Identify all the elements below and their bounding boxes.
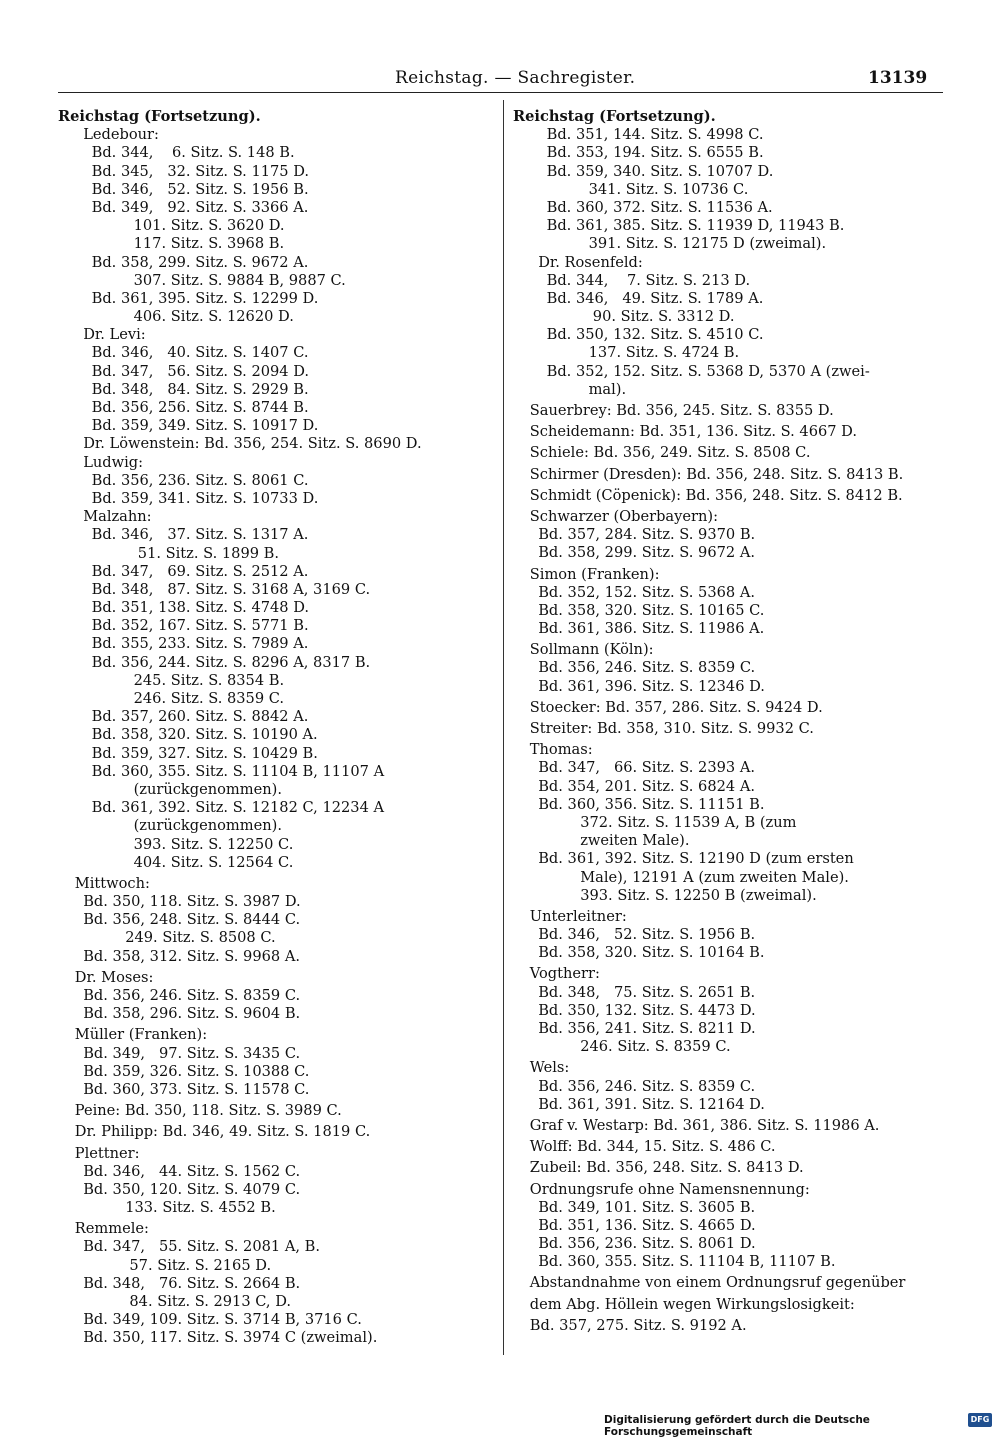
footer	[0, 1411, 1000, 1438]
index-line: Simon (Franken):	[529, 565, 660, 583]
index-line: Bd. 348, 76. Sitz. S. 2664 B.	[83, 1274, 301, 1292]
index-line: Bd. 356, 241. Sitz. S. 8211 D.	[538, 1020, 756, 1037]
index-line: Bd. 351, 144. Sitz. S. 4998 C.	[546, 126, 764, 144]
index-line: Bd. 351, 138. Sitz. S. 4748 D.	[91, 599, 310, 617]
index-line: Bd. 349, 97. Sitz. S. 3435 C.	[83, 1044, 301, 1062]
index-line: 307. Sitz. S. 9884 B, 9887 C.	[133, 271, 346, 289]
index-line: Vogtherr:	[529, 965, 600, 983]
index-line: 137. Sitz. S. 4724 B.	[588, 344, 740, 362]
index-line: 57. Sitz. S. 2165 D.	[129, 1256, 272, 1274]
index-line: (zurückgenommen).	[133, 817, 282, 835]
index-line: Bd. 356, 236. Sitz. S. 8061 D.	[538, 1235, 756, 1253]
index-line: Bd. 361, 385. Sitz. S. 11939 D, 11943 B.	[546, 217, 845, 235]
index-line: Schmidt (Cöpenick): Bd. 356, 248. Sitz. S. 8412 B.	[529, 486, 903, 504]
index-line: dem Abg. Höllein wegen Wirkungslosigkeit:	[529, 1295, 855, 1313]
index-line: Remmele:	[74, 1220, 149, 1238]
page-number: 13139	[868, 68, 928, 88]
index-line: Zubeil: Bd. 356, 248. Sitz. S. 8413 D.	[529, 1159, 804, 1177]
index-line: Bd. 358, 320. Sitz. S. 10164 B.	[538, 944, 765, 962]
index-line: 101. Sitz. S. 3620 D.	[133, 217, 285, 235]
index-line: 406. Sitz. S. 12620 D.	[133, 308, 294, 326]
index-line: Bd. 344, 6. Sitz. S. 148 B.	[91, 144, 295, 162]
index-line: Bd. 346, 44. Sitz. S. 1562 C.	[83, 1162, 301, 1180]
index-line: Bd. 356, 246. Sitz. S. 8359 C.	[538, 1077, 756, 1095]
index-line: Bd. 356, 246. Sitz. S. 8359 C.	[83, 987, 301, 1004]
index-line: Bd. 350, 120. Sitz. S. 4079 C.	[83, 1180, 301, 1198]
index-line: Schirmer (Dresden): Bd. 356, 248. Sitz. S. 8413 B.	[529, 465, 904, 483]
index-line: 90. Sitz. S. 3312 D.	[592, 308, 735, 326]
column-divider	[503, 100, 504, 1355]
index-line: Bd. 344, 7. Sitz. S. 213 D.	[546, 271, 751, 289]
index-line: 51. Sitz. S. 1899 B.	[137, 544, 280, 562]
index-line: mal).	[588, 380, 627, 398]
header-rule	[58, 92, 943, 93]
index-line: Bd. 346, 52. Sitz. S. 1956 B.	[91, 180, 309, 198]
index-line: Bd. 357, 260. Sitz. S. 8842 A.	[91, 708, 309, 726]
index-line: Bd. 357, 275. Sitz. S. 9192 A.	[529, 1316, 747, 1334]
index-line: Bd. 348, 87. Sitz. S. 3168 A, 3169 C.	[91, 580, 371, 598]
index-line: Bd. 361, 395. Sitz. S. 12299 D.	[91, 289, 319, 307]
index-line: Bd. 347, 56. Sitz. S. 2094 D.	[91, 362, 310, 380]
index-line: Dr. Moses:	[74, 968, 154, 986]
index-line: Bd. 354, 201. Sitz. S. 6824 A.	[538, 777, 756, 795]
index-line: Bd. 349, 109. Sitz. S. 3714 B, 3716 C.	[83, 1311, 362, 1329]
index-line: Malzahn:	[83, 508, 152, 526]
index-line: Bd. 359, 341. Sitz. S. 10733 D.	[91, 489, 319, 507]
index-line: Bd. 361, 386. Sitz. S. 11986 A.	[538, 620, 765, 638]
section-heading: Reichstag (Fortsetzung).	[58, 108, 261, 125]
index-line: Bd. 346, 40. Sitz. S. 1407 C.	[91, 344, 309, 362]
index-line: 341. Sitz. S. 10736 C.	[588, 180, 749, 198]
index-line: Bd. 348, 84. Sitz. S. 2929 B.	[91, 380, 309, 398]
index-line: 133. Sitz. S. 4552 B.	[125, 1199, 276, 1217]
index-line: Bd. 358, 312. Sitz. S. 9968 A.	[83, 947, 301, 965]
index-line: Dr. Rosenfeld:	[538, 253, 643, 271]
index-line: Bd. 359, 326. Sitz. S. 10388 C.	[83, 1062, 310, 1080]
dfg-logo: DFG	[968, 1413, 992, 1427]
index-line: Bd. 359, 340. Sitz. S. 10707 D.	[546, 162, 774, 180]
index-line: Peine: Bd. 350, 118. Sitz. S. 3989 C.	[74, 1102, 342, 1120]
index-line: Dr. Löwenstein: Bd. 356, 254. Sitz. S. 8690 D.	[83, 435, 422, 453]
right-column	[513, 108, 943, 1335]
index-line: 393. Sitz. S. 12250 B (zweimal).	[580, 886, 817, 904]
index-line: 404. Sitz. S. 12564 C.	[133, 853, 294, 871]
index-line: Müller (Franken):	[74, 1026, 208, 1044]
index-line: Bd. 352, 167. Sitz. S. 5771 B.	[91, 617, 309, 635]
index-line: Bd. 352, 152. Sitz. S. 5368 D, 5370 A (zwei-	[546, 362, 870, 380]
index-line: Streiter: Bd. 358, 310. Sitz. S. 9932 C.	[529, 720, 814, 737]
index-line: Schiele: Bd. 356, 249. Sitz. S. 8508 C.	[529, 444, 811, 462]
index-line: Bd. 360, 372. Sitz. S. 11536 A.	[546, 198, 773, 216]
index-line: Sollmann (Köln):	[529, 641, 654, 659]
index-line: Bd. 361, 396. Sitz. S. 12346 D.	[538, 677, 765, 695]
index-line: Bd. 356, 246. Sitz. S. 8359 C.	[538, 659, 756, 677]
index-line: Bd. 358, 320. Sitz. S. 10165 C.	[538, 601, 765, 619]
index-line: Unterleitner:	[529, 907, 627, 925]
index-line: Bd. 347, 55. Sitz. S. 2081 A, B.	[83, 1238, 321, 1256]
index-line: Mittwoch:	[74, 874, 150, 892]
index-line: Bd. 355, 233. Sitz. S. 7989 A.	[91, 635, 309, 653]
index-line: 117. Sitz. S. 3968 B.	[133, 235, 285, 253]
index-line: Bd. 349, 101. Sitz. S. 3605 B.	[538, 1198, 756, 1216]
index-line: Graf v. Westarp: Bd. 361, 386. Sitz. S. 11986 A.	[529, 1116, 880, 1134]
index-line: Bd. 345, 32. Sitz. S. 1175 D.	[91, 162, 310, 180]
index-line: Bd. 360, 355. Sitz. S. 11104 B, 11107 B.	[538, 1253, 836, 1271]
index-line: Sauerbrey: Bd. 356, 245. Sitz. S. 8355 D.	[529, 402, 834, 419]
footer-credit: Digitalisierung gefördert durch die Deutsche Forschungsgemeinschaft	[604, 1414, 870, 1438]
index-line: Bd. 347, 69. Sitz. S. 2512 A.	[91, 562, 309, 580]
index-line: Bd. 350, 132. Sitz. S. 4473 D.	[538, 1001, 756, 1019]
index-line: 246. Sitz. S. 8359 C.	[133, 690, 285, 707]
section-heading: Reichstag (Fortsetzung).	[513, 108, 716, 125]
index-line: Bd. 352, 152. Sitz. S. 5368 A.	[538, 583, 756, 601]
index-line: Bd. 360, 355. Sitz. S. 11104 B, 11107 A	[91, 762, 385, 780]
index-line: Scheidemann: Bd. 351, 136. Sitz. S. 4667 D.	[529, 423, 858, 441]
index-line: Bd. 356, 256. Sitz. S. 8744 B.	[91, 399, 309, 416]
index-line: Bd. 356, 248. Sitz. S. 8444 C.	[83, 911, 301, 929]
index-line: Bd. 358, 299. Sitz. S. 9672 A.	[91, 253, 309, 271]
index-line: Bd. 346, 49. Sitz. S. 1789 A.	[546, 289, 764, 307]
index-line: Bd. 360, 356. Sitz. S. 11151 B.	[538, 795, 765, 813]
index-line: zweiten Male).	[580, 832, 690, 850]
running-title: Reichstag. — Sachregister.	[395, 68, 636, 88]
index-line: 391. Sitz. S. 12175 D (zweimal).	[588, 235, 827, 253]
index-line: Bd. 356, 244. Sitz. S. 8296 A, 8317 B.	[91, 653, 371, 671]
index-line: Ledebour:	[83, 126, 159, 144]
index-line: Bd. 361, 392. Sitz. S. 12190 D (zum ersten	[538, 850, 854, 868]
page-header	[0, 62, 1000, 92]
index-line: Bd. 346, 52. Sitz. S. 1956 B.	[538, 926, 756, 944]
index-line: Bd. 353, 194. Sitz. S. 6555 B.	[546, 144, 764, 162]
index-line: Schwarzer (Oberbayern):	[529, 507, 718, 525]
index-line: Dr. Levi:	[83, 326, 146, 344]
index-line: Abstandnahme von einem Ordnungsruf gegenüber	[529, 1274, 906, 1292]
index-line: Bd. 358, 320. Sitz. S. 10190 A.	[91, 726, 318, 744]
index-line: (zurückgenommen).	[133, 780, 282, 798]
index-line: 246. Sitz. S. 8359 C.	[580, 1038, 731, 1056]
index-line: 245. Sitz. S. 8354 B.	[133, 671, 285, 689]
index-line: Bd. 356, 236. Sitz. S. 8061 C.	[91, 471, 309, 489]
index-line: Plettner:	[74, 1144, 140, 1162]
index-line: 393. Sitz. S. 12250 C.	[133, 835, 294, 853]
index-line: Dr. Philipp: Bd. 346, 49. Sitz. S. 1819 C.	[74, 1123, 371, 1141]
index-line: Bd. 348, 75. Sitz. S. 2651 B.	[538, 983, 756, 1001]
index-line: Bd. 346, 37. Sitz. S. 1317 A.	[91, 526, 309, 544]
index-line: 84. Sitz. S. 2913 C, D.	[129, 1293, 292, 1310]
index-line: Bd. 361, 392. Sitz. S. 12182 C, 12234 A	[91, 799, 385, 817]
index-line: Bd. 350, 132. Sitz. S. 4510 C.	[546, 326, 764, 344]
index-line: Bd. 350, 117. Sitz. S. 3974 C (zweimal).	[83, 1329, 378, 1347]
index-line: 372. Sitz. S. 11539 A, B (zum	[580, 813, 797, 831]
left-column	[58, 108, 498, 1348]
index-line: Male), 12191 A (zum zweiten Male).	[580, 868, 849, 886]
index-line: Bd. 358, 299. Sitz. S. 9672 A.	[538, 544, 756, 562]
index-line: Bd. 359, 349. Sitz. S. 10917 D.	[91, 417, 319, 435]
index-line: Bd. 361, 391. Sitz. S. 12164 D.	[538, 1095, 765, 1113]
index-line: Stoecker: Bd. 357, 286. Sitz. S. 9424 D.	[529, 698, 823, 716]
index-line: Wels:	[529, 1059, 570, 1077]
index-line: Bd. 357, 284. Sitz. S. 9370 B.	[538, 526, 756, 544]
index-line: Wolff: Bd. 344, 15. Sitz. S. 486 C.	[529, 1138, 776, 1156]
index-line: Bd. 360, 373. Sitz. S. 11578 C.	[83, 1080, 310, 1098]
index-line: Ludwig:	[83, 453, 144, 471]
index-line: Bd. 347, 66. Sitz. S. 2393 A.	[538, 759, 755, 777]
index-line: Bd. 349, 92. Sitz. S. 3366 A.	[91, 198, 309, 216]
index-line: Bd. 350, 118. Sitz. S. 3987 D.	[83, 893, 301, 911]
index-line: Ordnungsrufe ohne Namensnennung:	[529, 1180, 810, 1198]
index-line: Thomas:	[529, 741, 593, 759]
index-line: Bd. 358, 296. Sitz. S. 9604 B.	[83, 1005, 301, 1023]
index-line: Bd. 359, 327. Sitz. S. 10429 B.	[91, 744, 318, 762]
index-line: 249. Sitz. S. 8508 C.	[125, 929, 276, 947]
index-line: Bd. 351, 136. Sitz. S. 4665 D.	[538, 1216, 756, 1234]
